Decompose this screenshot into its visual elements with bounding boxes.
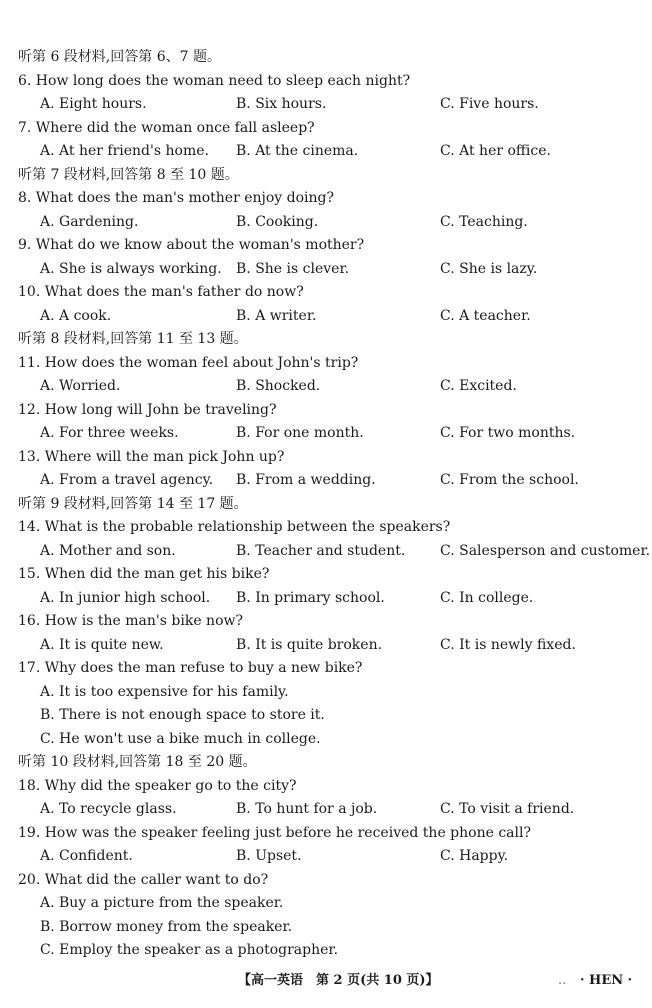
answer-option: B. At the cinema. [236,143,359,159]
question-stem: 16. How is the man's bike now? [18,613,243,629]
question-stem: 6. How long does the woman need to sleep each night? [18,72,411,89]
answer-option: C. He won't use a bike much in college. [40,730,321,747]
section-instruction: 听第 7 段材料,回答第 8 至 10 题。 [18,166,239,183]
question-stem: 14. What is the probable relationship between the speakers? [18,519,451,535]
question-stem: 9. What do we know about the woman's mother? [18,237,365,253]
options-row [0,845,652,867]
answer-option: B. From a wedding. [236,472,376,488]
answer-option: A. Buy a picture from the speaker. [40,895,284,911]
answer-option: B. She is clever. [236,260,350,277]
question-stem: 19. How was the speaker feeling just before he received the phone call? [18,824,531,841]
options-row [0,140,652,162]
answer-option: C. In college. [440,589,534,606]
answer-option: A. It is too expensive for his family. [40,683,289,700]
answer-option: A. From a travel agency. [40,472,214,488]
question-stem: 13. Where will the man pick John up? [18,448,285,465]
answer-option: B. Teacher and student. [236,542,406,559]
answer-option: A. Eight hours. [40,96,147,112]
question-stem: 18. Why did the speaker go to the city? [18,777,297,794]
section-instruction: 听第 10 段材料,回答第 18 至 20 题。 [18,754,257,770]
question-stem: 10. What does the man's father do now? [18,284,304,300]
answer-option: C. Five hours. [440,96,539,112]
section-instruction: 听第 9 段材料,回答第 14 至 17 题。 [18,495,248,512]
question-stem: 15. When did the man get his bike? [18,566,270,582]
answer-option: A. She is always working. [40,260,222,277]
answer-option: C. It is newly fixed. [440,636,576,653]
options-row [0,211,652,233]
options-row [0,634,652,656]
section-instruction: 听第 6 段材料,回答第 6、7 题。 [18,49,221,65]
answer-option: A. Confident. [40,848,133,864]
answer-option: C. For two months. [440,425,576,441]
answer-option: B. Six hours. [236,96,327,112]
question-stem: 7. Where did the woman once fall asleep? [18,119,315,136]
footer-dots: .. [558,973,567,988]
answer-option: C. Excited. [440,378,517,394]
answer-option: B. There is not enough space to store it. [40,707,325,723]
section-instruction: 听第 8 段材料,回答第 11 至 13 题。 [18,331,248,347]
footer-page-info: 【高一英语 第 2 页(共 10 页)】 [238,973,439,988]
answer-option: A. In junior high school. [40,589,211,606]
footer-code: · HEN · [580,973,633,988]
options-row [0,540,652,562]
answer-option: C. Salesperson and customer. [440,542,651,559]
answer-option: B. For one month. [236,425,364,441]
question-stem: 11. How does the woman feel about John's trip? [18,354,359,371]
answer-option: B. Upset. [236,848,302,864]
question-stem: 8. What does the man's mother enjoy doing? [18,190,335,206]
answer-option: B. Shocked. [236,378,321,394]
options-row [0,798,652,820]
options-row [0,93,652,115]
answer-option: A. Mother and son. [40,542,176,559]
answer-option: C. From the school. [440,472,579,488]
answer-option: B. To hunt for a job. [236,801,378,817]
options-row [0,469,652,491]
question-stem: 17. Why does the man refuse to buy a new bike? [18,660,363,676]
answer-option: C. A teacher. [440,307,531,324]
answer-option: A. Worried. [40,378,121,394]
page-footer [0,970,652,992]
options-row [0,587,652,609]
options-row [0,258,652,280]
question-stem: 20. What did the caller want to do? [18,871,269,888]
answer-option: C. She is lazy. [440,260,538,277]
answer-option: B. In primary school. [236,589,385,606]
answer-option: B. A writer. [236,307,317,324]
answer-option: B. It is quite broken. [236,636,383,653]
answer-option: A. For three weeks. [40,425,179,441]
options-row [0,422,652,444]
answer-option: A. A cook. [40,307,112,324]
answer-option: B. Cooking. [236,213,319,230]
answer-option: C. Happy. [440,848,509,864]
answer-option: C. Employ the speaker as a photographer. [40,942,339,958]
answer-option: C. To visit a friend. [440,801,575,817]
answer-option: A. It is quite new. [40,636,164,653]
question-stem: 12. How long will John be traveling? [18,401,277,418]
answer-option: A. Gardening. [40,213,139,230]
options-row [0,375,652,397]
answer-option: A. At her friend's home. [40,143,209,159]
options-row [0,305,652,327]
answer-option: A. To recycle glass. [40,801,177,817]
answer-option: B. Borrow money from the speaker. [40,918,293,935]
answer-option: C. At her office. [440,143,551,159]
answer-option: C. Teaching. [440,213,528,230]
